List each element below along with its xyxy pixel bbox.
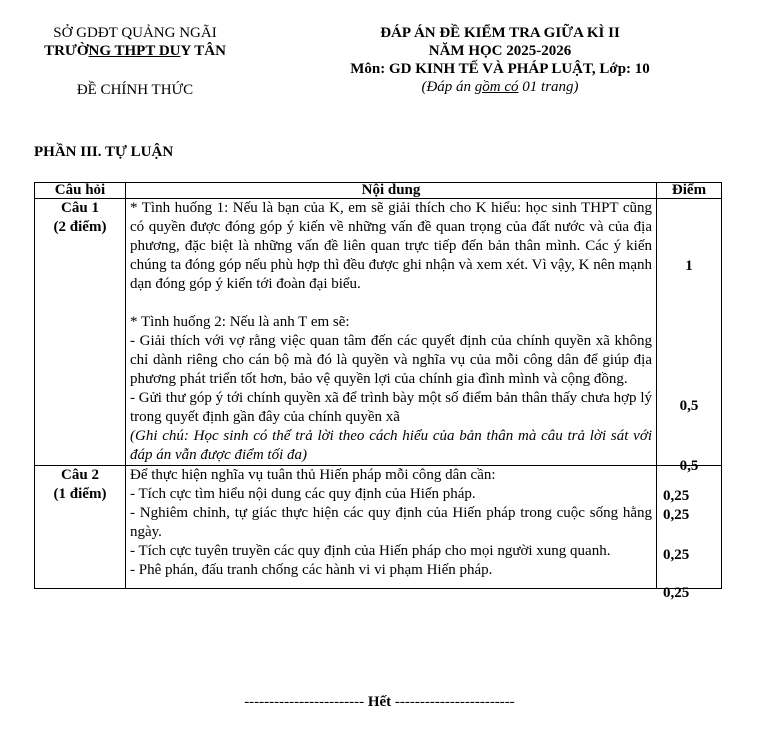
page-count-note: (Đáp án gồm có 01 trang) xyxy=(421,79,579,95)
official-label: ĐỀ CHÍNH THỨC xyxy=(76,82,194,98)
q1-situation1: * Tình huống 1: Nếu là bạn của K, em sẽ giải thích cho K hiểu: học sinh THPT cũng có quyền được đóng góp ý kiến về những vấn đề quan trọng của đất nước và của địa phương, đặc biệt là những vấn đề liên quan trực tiếp đến bản thân mình. Các ý kiến chúng ta đóng góp nếu phù hợp thì đều được ghi nhận và xem xét. Vì vậy, K nên mạnh dạn đóng góp ý kiến tới đoàn đại biểu. xyxy=(130,200,652,292)
end-label: Hết xyxy=(367,694,392,710)
q1-cell xyxy=(35,199,126,466)
q2-score-3: 0,25 xyxy=(663,547,690,563)
q2-cell xyxy=(35,466,126,589)
q2-label: Câu 2 xyxy=(61,467,99,483)
q2-item-4: - Phê phán, đấu tranh chống các hành vi vi phạm Hiến pháp. xyxy=(130,562,493,578)
footer-dashes-right: ------------------------ xyxy=(394,694,515,710)
q1-points: (2 điểm) xyxy=(53,219,107,235)
q1-score-2: 0,5 xyxy=(679,398,699,414)
q2-item-3: - Tích cực tuyên truyền các quy định của Hiến pháp cho mọi người xung quanh. xyxy=(130,543,611,559)
q2-score-2: 0,25 xyxy=(663,507,690,523)
subject-line: Môn: GD KINH TẾ VÀ PHÁP LUẬT, Lớp: 10 xyxy=(350,61,650,77)
header-right xyxy=(320,24,680,96)
q2-item-1: - Tích cực tìm hiểu nội dung các quy định của Hiến pháp. xyxy=(130,486,476,502)
q1-situation2-a: - Giải thích với vợ rằng việc quan tâm đến các quyết định của chính quyền xã không chỉ dành riêng cho cán bộ mà đó là quyền và nghĩa vụ của mỗi công dân để giúp địa phương phát triển tốt hơn, bảo vệ quyền lợi của chính gia đình mình và cộng đồng. xyxy=(130,333,652,387)
q1-situation2-b: - Gửi thư góp ý tới chính quyền xã để trình bày một số điểm bản thân thấy chưa hợp lý trong quyết định gần đây của chính quyền xã xyxy=(130,390,652,425)
doc-title: ĐÁP ÁN ĐỀ KIỂM TRA GIỮA KÌ II xyxy=(380,25,620,41)
q1-score-3: 0,5 xyxy=(679,458,699,474)
footer-dashes-left: ------------------------ xyxy=(244,694,365,710)
q2-item-2: - Nghiêm chỉnh, tự giác thực hiện các quy định của Hiến pháp trong cuộc sống hằng ngày. xyxy=(130,505,652,540)
q2-points: (1 điểm) xyxy=(53,486,107,502)
q1-situation2-head: * Tình huống 2: Nếu là anh T em sẽ: xyxy=(130,314,350,330)
q2-score-4: 0,25 xyxy=(663,585,690,601)
answer-table xyxy=(34,182,722,601)
department-name: SỞ GDĐT QUẢNG NGÃI xyxy=(53,25,217,41)
q1-content xyxy=(126,199,657,466)
col-header-question: Câu hỏi xyxy=(35,183,126,199)
header-left xyxy=(30,24,240,99)
table-header-row xyxy=(35,183,722,199)
school-year: NĂM HỌC 2025-2026 xyxy=(428,43,572,59)
q1-scores xyxy=(657,199,722,474)
q2-score-1: 0,25 xyxy=(663,488,690,504)
q1-score-1: 1 xyxy=(685,258,693,274)
q2-content xyxy=(126,466,657,589)
section-title: PHẦN III. TỰ LUẬN xyxy=(34,144,174,160)
col-header-content: Nội dung xyxy=(126,183,657,199)
q2-intro: Để thực hiện nghĩa vụ tuân thủ Hiến pháp mỗi công dân cần: xyxy=(130,467,496,483)
q1-note: (Ghi chú: Học sinh có thể trả lời theo cách hiểu của bản thân mà câu trả lời sát với đáp án vẫn được điểm tối đa) xyxy=(130,428,652,463)
col-header-score: Điểm xyxy=(657,183,722,199)
footer xyxy=(0,694,759,711)
table-row-q2 xyxy=(35,466,722,589)
school-name: TRƯỜNG THPT DUY TÂN xyxy=(44,43,226,59)
table-row-q1 xyxy=(35,199,722,466)
q2-scores xyxy=(657,466,722,601)
q1-label: Câu 1 xyxy=(61,200,99,216)
